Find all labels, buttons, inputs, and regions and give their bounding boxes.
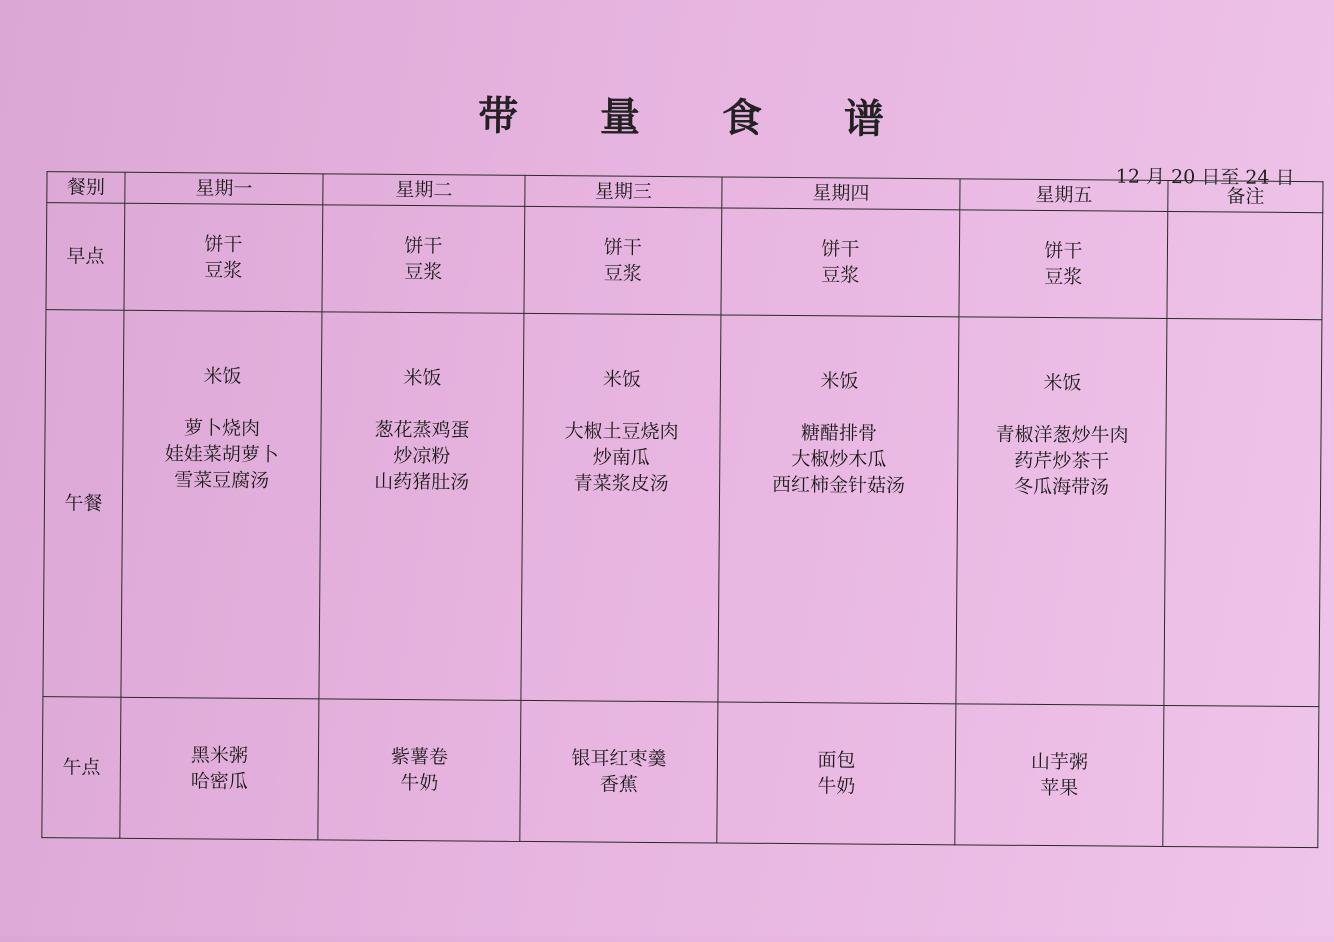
- lunch-tue: [319, 312, 524, 701]
- header-day-thu: 星期四: [722, 177, 960, 210]
- lunch-row: [43, 310, 1322, 707]
- lunch-dish: 冬瓜海带汤: [1014, 475, 1110, 499]
- snack-item: 牛奶: [817, 775, 856, 798]
- header-day-mon: 星期一: [125, 172, 323, 205]
- lunch-dish: 炒南瓜: [592, 446, 650, 469]
- breakfast-thu: [721, 208, 960, 317]
- page-title: 带 量 食 谱: [477, 93, 919, 144]
- breakfast-wed: [524, 206, 722, 315]
- breakfast-item: 饼干: [603, 236, 643, 259]
- breakfast-remarks: [1167, 211, 1323, 319]
- lunch-dish: 娃娃菜胡萝卜: [164, 443, 279, 467]
- lunch-dish: 大椒土豆烧肉: [564, 420, 679, 444]
- lunch-mon: [121, 310, 322, 699]
- snack-fri: [955, 704, 1164, 847]
- breakfast-tue: [322, 205, 525, 314]
- lunch-label: 午餐: [43, 310, 124, 698]
- snack-thu: [717, 702, 956, 845]
- lunch-dish: 炒凉粉: [393, 444, 451, 468]
- lunch-dish: 大椒炒木瓜: [791, 448, 887, 471]
- breakfast-item: 饼干: [1044, 240, 1083, 263]
- breakfast-item: 豆浆: [1044, 266, 1083, 289]
- lunch-dish: 葱花蒸鸡蛋: [374, 418, 470, 442]
- snack-label: 午点: [42, 697, 121, 839]
- lunch-dish: 药芹炒茶干: [1014, 449, 1110, 473]
- menu-table: [41, 171, 1323, 848]
- header-day-fri: 星期五: [960, 179, 1168, 212]
- header-day-wed: 星期三: [525, 175, 722, 208]
- snack-item: 山芋粥: [1030, 750, 1089, 774]
- lunch-dish: 山药猪肚汤: [374, 470, 470, 494]
- breakfast-item: 豆浆: [204, 259, 243, 282]
- header-meal-type: 餐别: [47, 172, 125, 204]
- breakfast-item: 豆浆: [603, 262, 642, 285]
- breakfast-item: 饼干: [204, 233, 243, 256]
- lunch-staple: 米饭: [1043, 372, 1082, 395]
- breakfast-item: 饼干: [821, 238, 860, 261]
- lunch-fri: [956, 317, 1167, 706]
- date-range: 12 月 20 日至 24 日: [1115, 165, 1295, 189]
- snack-row: [42, 697, 1319, 848]
- lunch-dish: 糖醋排骨: [800, 422, 878, 445]
- snack-item: 银耳红枣羹: [571, 747, 667, 771]
- snack-remarks: [1163, 705, 1319, 847]
- snack-item: 牛奶: [400, 771, 439, 795]
- breakfast-row: [46, 203, 1323, 320]
- lunch-dish: 青椒洋葱炒牛肉: [995, 423, 1129, 447]
- lunch-staple: 米饭: [820, 370, 859, 393]
- breakfast-label: 早点: [46, 203, 125, 311]
- breakfast-item: 饼干: [404, 234, 443, 258]
- snack-wed: [520, 700, 718, 843]
- snack-item: 黑米粥: [190, 744, 249, 767]
- breakfast-item: 豆浆: [821, 264, 860, 287]
- lunch-wed: [521, 313, 721, 702]
- lunch-dish: 西红柿金针菇汤: [772, 473, 906, 497]
- lunch-dish: 青菜浆皮汤: [573, 472, 669, 496]
- header-remarks: 备注: [1168, 180, 1323, 212]
- lunch-dish: 雪菜豆腐汤: [174, 469, 270, 492]
- snack-item: 面包: [817, 749, 856, 772]
- snack-mon: [120, 697, 319, 840]
- breakfast-fri: [959, 210, 1168, 319]
- breakfast-mon: [124, 203, 323, 312]
- snack-item: 紫薯卷: [390, 745, 449, 769]
- lunch-dish: 萝卜烧肉: [183, 417, 261, 440]
- lunch-thu: [718, 315, 959, 704]
- lunch-staple: 米饭: [403, 366, 442, 390]
- lunch-remarks: [1164, 318, 1322, 706]
- snack-item: 哈密瓜: [190, 770, 248, 793]
- lunch-staple: 米饭: [602, 368, 642, 391]
- snack-item: 香蕉: [599, 773, 638, 796]
- lunch-staple: 米饭: [203, 365, 242, 388]
- snack-item: 苹果: [1040, 776, 1079, 800]
- snack-tue: [318, 699, 521, 842]
- breakfast-item: 豆浆: [404, 260, 443, 284]
- header-day-tue: 星期二: [323, 174, 525, 207]
